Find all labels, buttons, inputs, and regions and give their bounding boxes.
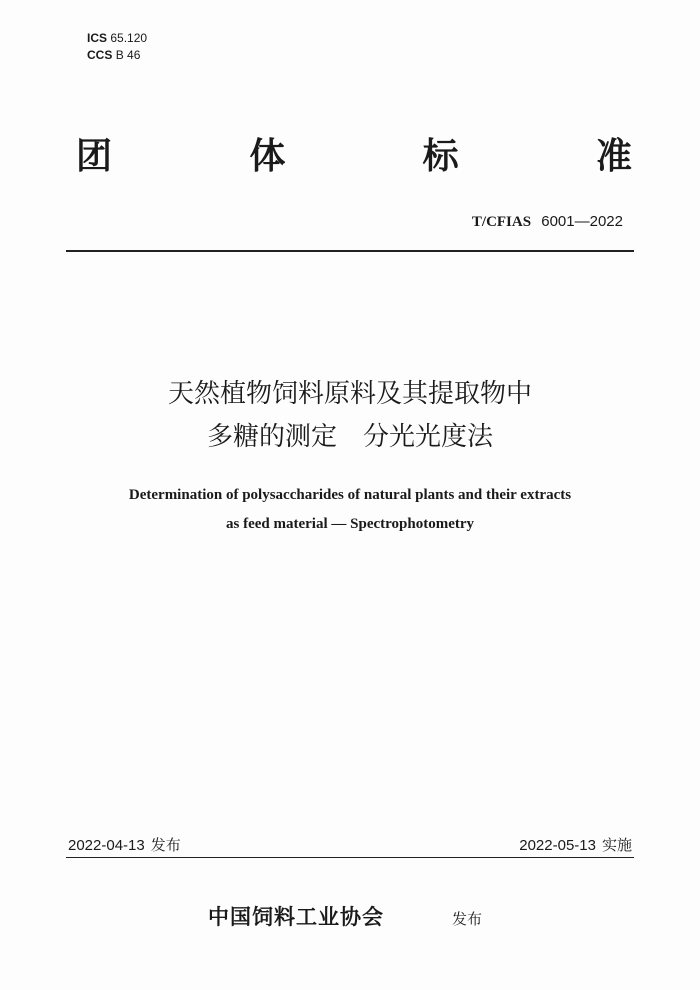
title-cn-line-1: 天然植物饲料原料及其提取物中 [167,379,532,409]
standard-code: T/CFIAS [471,214,532,230]
ics-value: 65.120 [110,31,148,45]
standard-type-char: 团 [76,135,113,177]
title-cn-line-2 [0,418,700,456]
top-divider [66,250,634,252]
title-cn-part-2: 分光光度法 [363,422,494,452]
effective-label: 实施 [601,836,632,854]
issue-date: 2022-04-13 [68,837,145,854]
ccs-code [87,47,147,64]
standard-type-char: 体 [249,135,286,177]
ics-label: ICS [87,31,108,45]
effective-date: 2022-05-13 [519,837,596,854]
issue-label: 发布 [150,836,181,854]
publisher-action: 发布 [452,910,483,928]
standard-number-value: 6001—2022 [541,213,623,230]
bottom-divider [66,857,634,858]
standard-type-char: 标 [422,135,459,177]
publisher-name: 中国饲料工业协会 [208,904,384,929]
ccs-label: CCS [87,48,113,62]
title-en-line-2: as feed material — Spectrophotometry [226,516,474,532]
title-cn-part-1: 多糖的测定 [206,422,337,452]
classification-codes [87,30,147,64]
ccs-value: B 46 [115,48,141,62]
title-en-line-1: Determination of polysaccharides of natural plants and their extracts [128,487,572,503]
effective-date-block [519,834,632,855]
standard-type-heading [76,132,632,180]
date-row [68,834,632,855]
standard-type-char: 准 [595,135,632,177]
ics-code [87,30,147,47]
issue-date-block [68,834,181,855]
standard-number [472,213,623,231]
